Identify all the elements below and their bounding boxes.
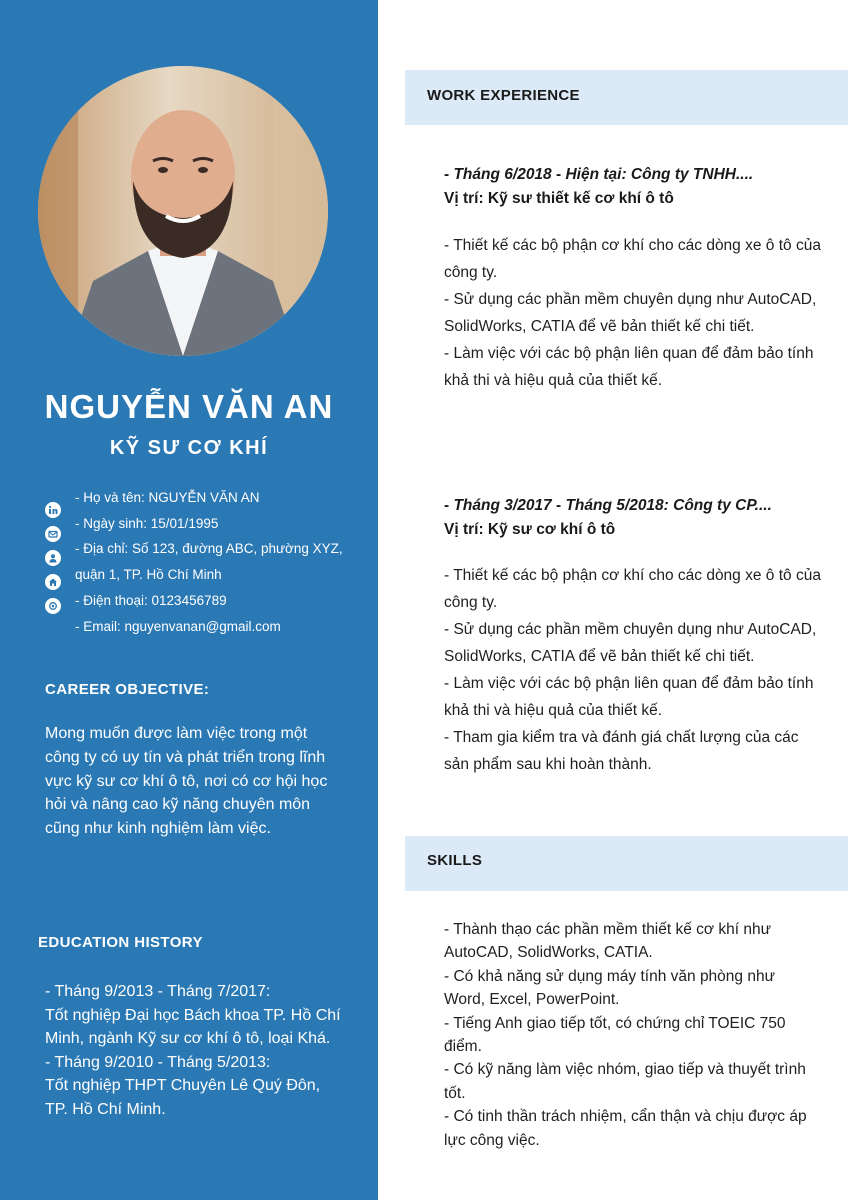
job-2-duties bbox=[444, 562, 824, 778]
job-1-position: Vị trí: Kỹ sư thiết kế cơ khí ô tô bbox=[444, 189, 674, 207]
contact-line-phone[interactable]: - Điện thoại: 0123456789 bbox=[75, 592, 227, 608]
skill-item: - Tiếng Anh giao tiếp tốt, có chứng chỉ TOEIC 750 điểm. bbox=[444, 1014, 786, 1056]
job-1-header bbox=[444, 163, 834, 210]
candidate-name: NGUYỄN VĂN AN bbox=[44, 388, 334, 425]
job-2-period: Tháng 3/2017 bbox=[453, 497, 552, 514]
education-period: - Tháng 9/2010 - Tháng 5/2013: bbox=[45, 1053, 271, 1071]
job-2-company: Tháng 5/2018: Công ty CP.... bbox=[565, 497, 772, 514]
dash: - bbox=[444, 497, 454, 514]
skill-item: - Thành thạo các phần mềm thiết kế cơ khí như AutoCAD, SolidWorks, CATIA. bbox=[444, 921, 771, 962]
skills-heading: SKILLS bbox=[427, 852, 483, 869]
sidebar bbox=[0, 0, 378, 1200]
contact-line-address-cont: quận 1, TP. Hồ Chí Minh bbox=[75, 567, 222, 583]
contact-line-birthday: - Ngày sinh: 15/01/1995 bbox=[75, 515, 219, 531]
contact-line-name: - Họ và tên: NGUYỄN VĂN AN bbox=[75, 490, 260, 505]
job-1-duties bbox=[444, 232, 824, 394]
job-duty: - Thiết kế các bộ phận cơ khí cho các dòng xe ô tô của công ty. bbox=[444, 237, 821, 281]
work-experience-heading: WORK EXPERIENCE bbox=[427, 87, 580, 104]
contact-line-email[interactable]: - Email: nguyenvanan@gmail.com bbox=[75, 618, 281, 634]
skill-item: - Có tinh thần trách nhiệm, cẩn thận và chịu được áp lực công việc. bbox=[444, 1108, 807, 1149]
education-list bbox=[45, 980, 345, 1122]
career-objective-text: Mong muốn được làm việc trong một công ty có uy tín và phát triển trong lĩnh vực kỹ sư cơ khí ô tô, nơi có cơ hội học hỏi và nâng cao kỹ năng chuyên môn cũng như kinh nghiệm làm việc. bbox=[45, 725, 328, 838]
education-detail: Tốt nghiệp Đại học Bách khoa TP. Hồ Chí Minh, ngành Kỹ sư cơ khí ô tô, loại Khá. bbox=[45, 1006, 341, 1048]
email-icon[interactable] bbox=[45, 526, 61, 542]
contact-icons bbox=[45, 502, 61, 622]
contact-line-address: - Địa chỉ: Số 123, đường ABC, phường XYZ, bbox=[75, 541, 343, 557]
job-2-header bbox=[444, 494, 834, 541]
home-icon bbox=[45, 574, 61, 590]
skill-item: - Có khả năng sử dụng máy tính văn phòng như Word, Excel, PowerPoint. bbox=[444, 967, 775, 1009]
eye-icon bbox=[45, 598, 61, 614]
job-1-period: Tháng 6/2018 bbox=[453, 166, 552, 183]
job-duty: - Sử dụng các phần mềm chuyên dụng như AutoCAD, SolidWorks, CATIA để vẽ bản thiết kế chi tiết. bbox=[444, 291, 817, 335]
education-detail: Tốt nghiệp THPT Chuyên Lê Quý Đôn, TP. Hồ Chí Minh. bbox=[45, 1077, 321, 1118]
skills-list bbox=[444, 918, 814, 1152]
job-2-separator: - bbox=[551, 497, 566, 514]
career-objective-heading: CAREER OBJECTIVE: bbox=[45, 681, 210, 698]
dash: - bbox=[444, 166, 454, 183]
profile-photo bbox=[38, 66, 328, 356]
job-duty: - Tham gia kiểm tra và đánh giá chất lượng của các sản phẩm sau khi hoàn thành. bbox=[444, 729, 799, 773]
contact-info bbox=[75, 485, 365, 639]
skill-item: - Có kỹ năng làm việc nhóm, giao tiếp và thuyết trình tốt. bbox=[444, 1061, 806, 1102]
education-heading: EDUCATION HISTORY bbox=[38, 934, 203, 951]
job-duty: - Thiết kế các bộ phận cơ khí cho các dòng xe ô tô của công ty. bbox=[444, 567, 821, 611]
job-1-separator: - bbox=[551, 166, 566, 183]
job-duty: - Sử dụng các phần mềm chuyên dụng như AutoCAD, SolidWorks, CATIA để vẽ bản thiết kế chi tiết. bbox=[444, 621, 817, 665]
user-icon bbox=[45, 550, 61, 566]
job-duty: - Làm việc với các bộ phận liên quan để đảm bảo tính khả thi và hiệu quả của thiết kế. bbox=[444, 675, 814, 719]
job-1-company: Hiện tại: Công ty TNHH.... bbox=[565, 166, 754, 183]
education-period: - Tháng 9/2013 - Tháng 7/2017: bbox=[45, 983, 271, 1000]
job-title: KỸ SƯ CƠ KHÍ bbox=[109, 437, 269, 459]
job-duty: - Làm việc với các bộ phận liên quan để đảm bảo tính khả thi và hiệu quả của thiết kế. bbox=[444, 345, 814, 389]
job-2-position: Vị trí: Kỹ sư cơ khí ô tô bbox=[444, 520, 616, 538]
linkedin-icon[interactable] bbox=[45, 502, 61, 518]
